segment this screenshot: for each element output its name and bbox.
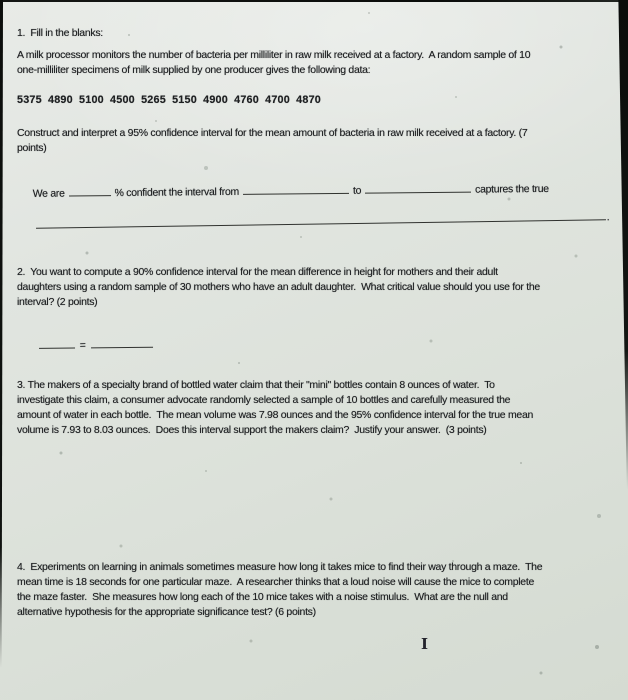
text-line: A milk processor monitors the number of bacteria per milliliter in raw milk received at a factory. A random sample of 10: [17, 49, 531, 61]
text-line: one-milliliter specimens of milk supplied by one producer gives the following data:: [17, 64, 371, 76]
question-1-long-answer-row: [20, 193, 610, 249]
question-4-text: [17, 560, 542, 620]
answer-blank-interval-to: [365, 181, 471, 194]
text-line: alternative hypothesis for the appropriate significance test? (6 points): [17, 606, 316, 618]
answer-blank-interval-from: [243, 182, 349, 195]
answer-blank-confidence-level: [68, 184, 110, 196]
question-2-answer-row: [23, 321, 158, 369]
fill-sentence-mid2: to: [352, 184, 362, 197]
text-line: 2. You want to compute a 90% confidence interval for the mean difference in height for mothers and their adult: [17, 266, 498, 278]
answer-blank-parameter: [36, 208, 606, 228]
text-line: points): [17, 142, 47, 154]
text-cursor-icon: I: [421, 635, 428, 653]
fill-sentence-mid1: % confident the interval from: [114, 185, 240, 200]
equals-sign: =: [79, 339, 86, 352]
text-line: mean time is 18 seconds for one particular maze. A researcher thinks that a loud noise will cause the mice to complete: [17, 576, 534, 588]
fill-sentence-prefix: We are: [32, 187, 65, 200]
question-3-text: [17, 378, 533, 438]
text-line: the maze faster. She measures how long each of the 10 mice takes with a noise stimulus. What are the null and: [17, 591, 508, 603]
text-line: daughters using a random sample of 30 mothers who have an adult daughter. What critical value should you use for the: [17, 281, 540, 293]
text-line: 4. Experiments on learning in animals sometimes measure how long it takes mice to find their way through a maze. The: [17, 561, 543, 573]
question-1-data-values: 5375 4890 5100 4500 5265 5150 4900 4760 4700 4870: [17, 94, 321, 106]
text-line: 3. The makers of a specialty brand of bottled water claim that their "mini" bottles contain 8 ounces of water. To: [17, 379, 495, 391]
answer-blank-critical-value: [90, 336, 152, 349]
text-line: volume is 7.93 to 8.03 ounces. Does this interval support the makers claim? Justify your answer. (3 points): [17, 424, 487, 436]
sentence-terminator: .: [606, 211, 610, 224]
question-1-heading: 1. Fill in the blanks:: [17, 27, 103, 39]
text-line: investigate this claim, a consumer advocate randomly selected a sample of 10 bottles and carefully measured the: [17, 394, 511, 406]
fill-sentence-suffix: captures the true: [475, 182, 549, 196]
text-line: amount of water in each bottle. The mean volume was 7.98 ounces and the 95% confidence interval for the true mean: [17, 409, 534, 421]
question-2-text: [17, 265, 540, 310]
text-line: Construct and interpret a 95% confidence interval for the mean amount of bacteria in raw milk received at a factory. (7: [17, 127, 528, 139]
answer-blank-critical-value-symbol: [39, 337, 75, 349]
question-1-intro: [17, 48, 530, 78]
question-1-task: [17, 126, 527, 156]
text-line: interval? (2 points): [17, 296, 98, 308]
